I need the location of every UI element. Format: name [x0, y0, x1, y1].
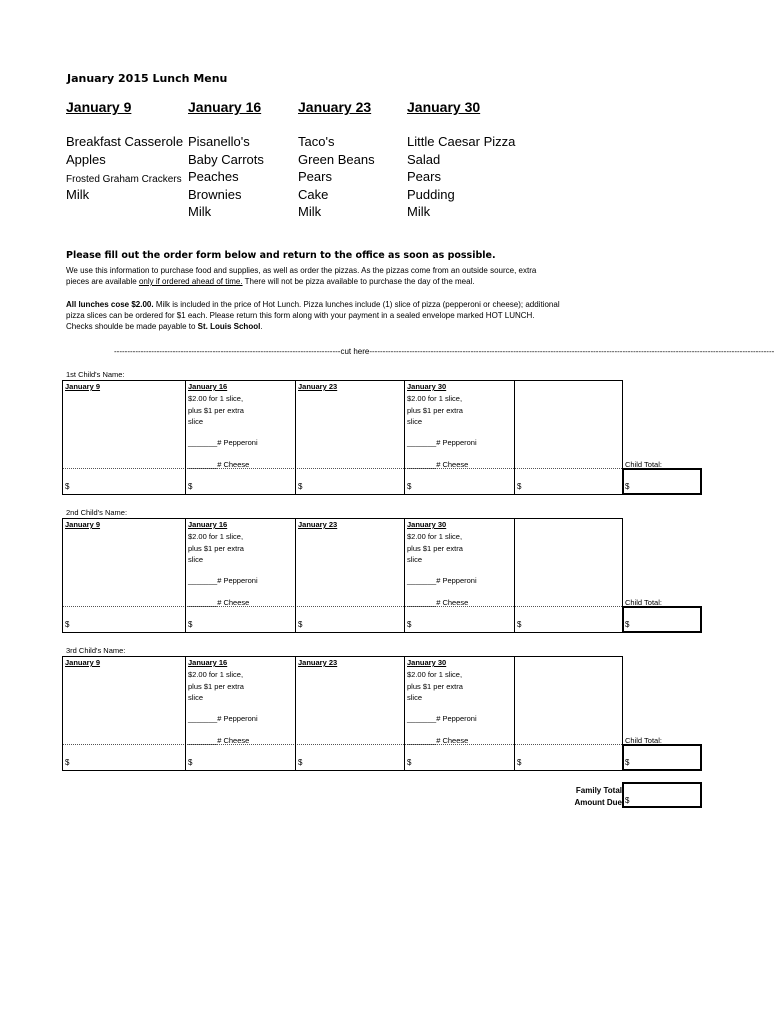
- menu-item: Frosted Graham Crackers: [66, 174, 182, 185]
- menu-item: Milk: [298, 204, 322, 219]
- dollar-sign: $: [625, 758, 630, 767]
- table-column-divider: [62, 380, 63, 494]
- pepperoni-quantity-field[interactable]: _______# Pepperoni: [188, 714, 258, 723]
- column-header-january-30: January 30: [407, 520, 447, 529]
- child-total-label: Child Total:: [625, 598, 662, 607]
- price-note: $2.00 for 1 slice,: [188, 670, 244, 679]
- column-header-january-30: January 30: [407, 382, 447, 391]
- column-header-january-23: January 23: [298, 520, 338, 529]
- price-note: slice: [188, 555, 204, 564]
- column-header-january-30: January 30: [407, 658, 447, 667]
- paragraph-1-line-2: [66, 276, 536, 287]
- price-note: $2.00 for 1 slice,: [188, 394, 244, 403]
- text: Milk is included in the price of Hot Lunch. Pizza lunches include (1) slice of pizza (pepperoni or cheese); additional: [153, 300, 560, 309]
- family-total-label: [540, 785, 622, 809]
- table-column-divider: [62, 518, 63, 632]
- table-top-border: [62, 518, 622, 519]
- amount-dollar-sign: $: [517, 620, 522, 629]
- pepperoni-quantity-field[interactable]: _______# Pepperoni: [188, 576, 258, 585]
- column-header-january-16: January 16: [188, 520, 228, 529]
- price-note: plus $1 per extra: [188, 405, 244, 415]
- page-title: January 2015 Lunch Menu: [67, 72, 228, 85]
- text: .: [260, 322, 263, 331]
- amount-dollar-sign: $: [298, 758, 303, 767]
- paragraph-2-line-2: pizza slices can be ordered for $1 each. Please return this form along with your payment in a sealed envelope marked HOT LUNCH.: [66, 311, 535, 320]
- amount-dollar-sign: $: [188, 620, 193, 629]
- price-note: plus $1 per extra: [407, 405, 463, 415]
- table-top-border: [62, 380, 622, 381]
- child-total-label: Child Total:: [625, 460, 662, 469]
- price-note: slice: [188, 693, 204, 702]
- family-total-line-1: Family Total: [575, 786, 622, 795]
- price-note: slice: [407, 417, 423, 426]
- column-header-january-16: January 16: [188, 658, 228, 667]
- price-note: slice: [188, 417, 204, 426]
- paragraph-1-line-1: We use this information to purchase food and supplies, as well as order the pizzas. As the pizzas come from an outside source, extra: [66, 266, 537, 275]
- family-total-field[interactable]: [622, 782, 702, 808]
- table-column-divider: [185, 656, 186, 770]
- child-name-label: 1st Child's Name:: [66, 370, 125, 379]
- instructions-heading: Please fill out the order form below and return to the office as soon as possible.: [66, 250, 496, 261]
- menu-item: Peaches: [188, 169, 239, 184]
- pepperoni-quantity-field[interactable]: _______# Pepperoni: [407, 714, 477, 723]
- amount-dollar-sign: $: [65, 482, 70, 491]
- table-column-divider: [514, 518, 515, 632]
- paragraph-2-line-3: [66, 321, 560, 332]
- table-column-divider: [185, 380, 186, 494]
- cheese-quantity-field[interactable]: _______# Cheese: [407, 598, 469, 607]
- menu-date-header: January 23: [298, 99, 372, 115]
- bold-text: All lunches cose $2.00.: [66, 300, 154, 309]
- child-name-label: 3rd Child's Name:: [66, 646, 126, 655]
- column-header-january-9: January 9: [65, 520, 101, 529]
- table-column-divider: [185, 518, 186, 632]
- price-note: $2.00 for 1 slice,: [407, 532, 463, 541]
- instructions-paragraph-1: [66, 265, 536, 287]
- table-top-border: [62, 656, 622, 657]
- table-dotted-line: [62, 744, 622, 745]
- amount-dollar-sign: $: [407, 482, 412, 491]
- column-header-january-23: January 23: [298, 382, 338, 391]
- table-column-divider: [62, 656, 63, 770]
- paragraph-2-line-1: [66, 299, 560, 310]
- amount-dollar-sign: $: [65, 758, 70, 767]
- text: There will not be pizza available to purchase the day of the meal.: [242, 277, 475, 286]
- table-column-divider: [295, 380, 296, 494]
- menu-item: Little Caesar Pizza: [407, 134, 516, 149]
- column-header-january-23: January 23: [298, 658, 338, 667]
- table-bottom-border: [62, 632, 622, 633]
- price-note: $2.00 for 1 slice,: [407, 394, 463, 403]
- menu-item: Milk: [66, 186, 90, 202]
- price-note: plus $1 per extra: [188, 681, 244, 691]
- table-column-divider: [404, 656, 405, 770]
- underlined-text: only if ordered ahead of time.: [138, 277, 243, 286]
- amount-dollar-sign: $: [298, 482, 303, 491]
- text: Checks shoulde be made payable to: [66, 322, 198, 331]
- child-total-field[interactable]: [622, 744, 702, 771]
- family-total-line-2: Amount Due: [574, 798, 622, 807]
- price-note: plus $1 per extra: [188, 543, 244, 553]
- amount-dollar-sign: $: [188, 482, 193, 491]
- column-header-january-16: January 16: [188, 382, 228, 391]
- cut-here-line: -------------------------------------------------------------------------------------cut here--------------------------------------------------------------------------------------------------------------------------------------------------------: [114, 347, 774, 356]
- menu-item: Breakfast Casserole: [66, 134, 184, 149]
- pepperoni-quantity-field[interactable]: _______# Pepperoni: [188, 438, 258, 447]
- column-header-january-9: January 9: [65, 658, 101, 667]
- menu-item: Baby Carrots: [188, 151, 264, 167]
- menu-item: Pudding: [407, 186, 455, 202]
- child-total-field[interactable]: [622, 606, 702, 633]
- child-name-label: 2nd Child's Name:: [66, 508, 128, 517]
- price-note: slice: [407, 555, 423, 564]
- amount-dollar-sign: $: [65, 620, 70, 629]
- amount-dollar-sign: $: [407, 758, 412, 767]
- amount-dollar-sign: $: [298, 620, 303, 629]
- menu-item: Milk: [188, 204, 212, 219]
- table-column-divider: [514, 656, 515, 770]
- table-column-divider: [514, 380, 515, 494]
- cheese-quantity-field[interactable]: _______# Cheese: [407, 460, 469, 469]
- menu-item: Brownies: [188, 186, 242, 202]
- price-note: slice: [407, 693, 423, 702]
- dollar-sign: $: [625, 482, 630, 491]
- cheese-quantity-field[interactable]: _______# Cheese: [407, 736, 469, 745]
- menu-item: Salad: [407, 151, 441, 167]
- menu-item: Pears: [298, 169, 332, 184]
- menu-item: Pears: [407, 169, 441, 184]
- price-note: plus $1 per extra: [407, 543, 463, 553]
- text: pieces are available: [66, 277, 139, 286]
- price-note: $2.00 for 1 slice,: [407, 670, 463, 679]
- table-column-divider: [295, 518, 296, 632]
- amount-dollar-sign: $: [407, 620, 412, 629]
- dollar-sign: $: [625, 620, 630, 629]
- menu-item: Cake: [298, 186, 329, 202]
- menu-item: Milk: [407, 204, 431, 219]
- price-note: plus $1 per extra: [407, 681, 463, 691]
- amount-dollar-sign: $: [517, 482, 522, 491]
- price-note: $2.00 for 1 slice,: [188, 532, 244, 541]
- amount-dollar-sign: $: [188, 758, 193, 767]
- child-total-label: Child Total:: [625, 736, 662, 745]
- pepperoni-quantity-field[interactable]: _______# Pepperoni: [407, 438, 477, 447]
- menu-item: Green Beans: [298, 151, 375, 167]
- pepperoni-quantity-field[interactable]: _______# Pepperoni: [407, 576, 477, 585]
- table-dotted-line: [62, 606, 622, 607]
- table-column-divider: [295, 656, 296, 770]
- table-column-divider: [404, 380, 405, 494]
- cheese-quantity-field[interactable]: _______# Cheese: [188, 736, 250, 745]
- instructions-paragraph-2: [66, 299, 560, 332]
- menu-date-header: January 9: [66, 99, 132, 115]
- dollar-sign: $: [625, 796, 630, 805]
- menu-item: Apples: [66, 151, 106, 167]
- table-column-divider: [404, 518, 405, 632]
- table-dotted-line: [62, 468, 622, 469]
- child-total-field[interactable]: [622, 468, 702, 495]
- menu-item: Pisanello's: [188, 134, 250, 149]
- table-bottom-border: [62, 494, 622, 495]
- amount-dollar-sign: $: [517, 758, 522, 767]
- menu-date-header: January 16: [188, 99, 262, 115]
- bold-text: St. Louis School: [197, 322, 261, 331]
- table-bottom-border: [62, 770, 622, 771]
- menu-date-header: January 30: [407, 99, 481, 115]
- cheese-quantity-field[interactable]: _______# Cheese: [188, 460, 250, 469]
- cheese-quantity-field[interactable]: _______# Cheese: [188, 598, 250, 607]
- menu-item: Taco's: [298, 134, 335, 149]
- column-header-january-9: January 9: [65, 382, 101, 391]
